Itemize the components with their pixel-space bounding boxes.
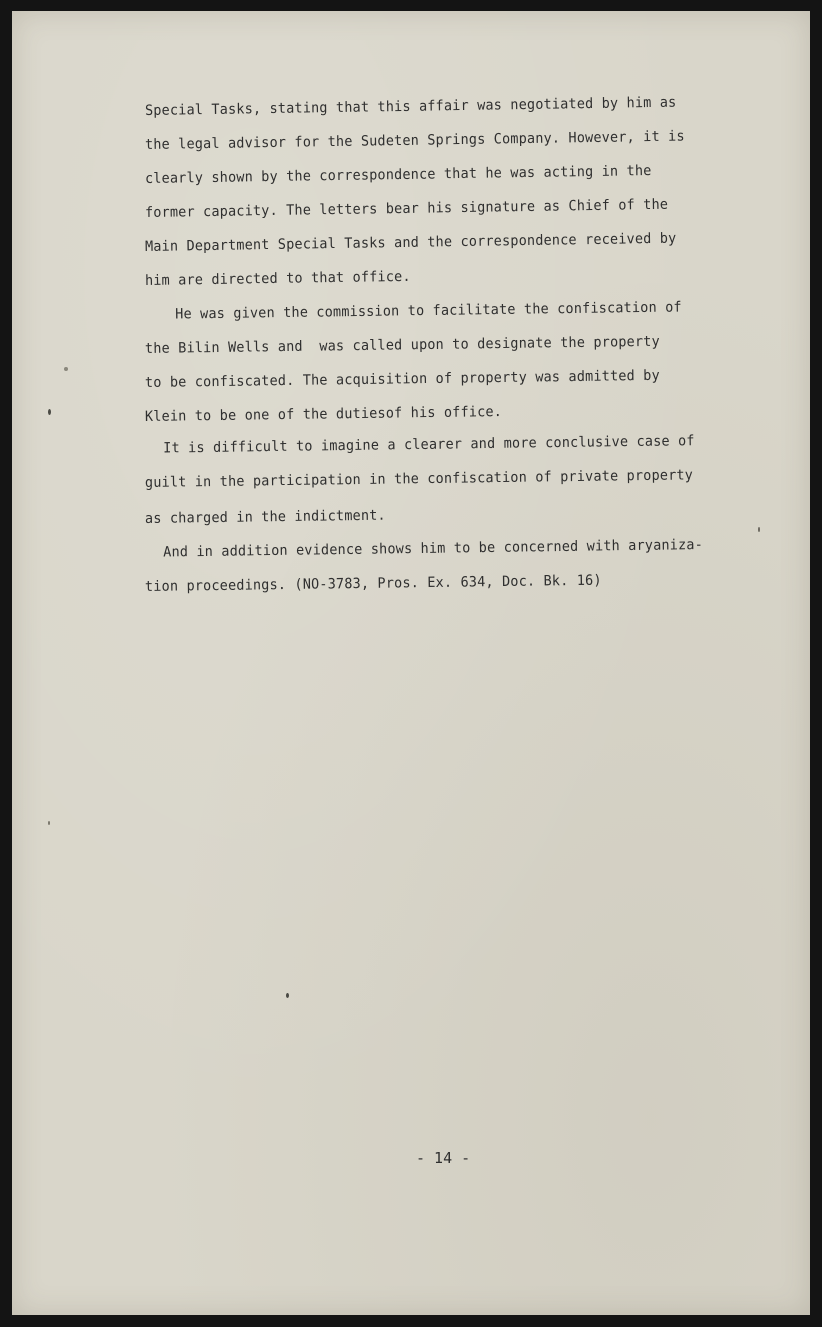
text-line-8: the Bilin Wells and was called upon to designate the property (144, 333, 660, 357)
text-line-7: He was given the commission to facilitate the confiscation of (141, 299, 682, 323)
text-line-5: Main Department Special Tasks and the correspondence received by (144, 230, 677, 255)
text-line-3: clearly shown by the correspondence that he was acting in the (144, 163, 652, 187)
text-line-12: guilt in the participation in the confiscation of private property (144, 467, 694, 491)
text-line-14: And in addition evidence shows him to be concerned with aryaniza- (129, 537, 704, 561)
text-line-6: him are directed to that office. (144, 268, 411, 289)
text-line-1: Special Tasks, stating that this affair was negotiated by him as (144, 94, 677, 119)
paper-speck (48, 409, 51, 415)
page-number: - 14 - (416, 1149, 471, 1167)
text-line-11: It is difficult to imagine a clearer and more conclusive case of (129, 433, 695, 457)
paper-speck (48, 821, 50, 825)
text-line-13: as charged in the indictment. (144, 507, 386, 527)
paper-speck (758, 527, 760, 532)
paper-speck (64, 367, 68, 371)
paper-speck (286, 993, 289, 998)
text-line-15: tion proceedings. (NO-3783, Pros. Ex. 634, Doc. Bk. 16) (144, 572, 602, 595)
text-line-2: the legal advisor for the Sudeten Springs Company. However, it is (144, 128, 685, 153)
text-line-4: former capacity. The letters bear his signature as Chief of the (144, 196, 669, 221)
text-line-10: Klein to be one of the dutiesof his office. (144, 404, 503, 425)
text-line-9: to be confiscated. The acquisition of property was admitted by (144, 367, 660, 391)
document-page (12, 11, 810, 1315)
